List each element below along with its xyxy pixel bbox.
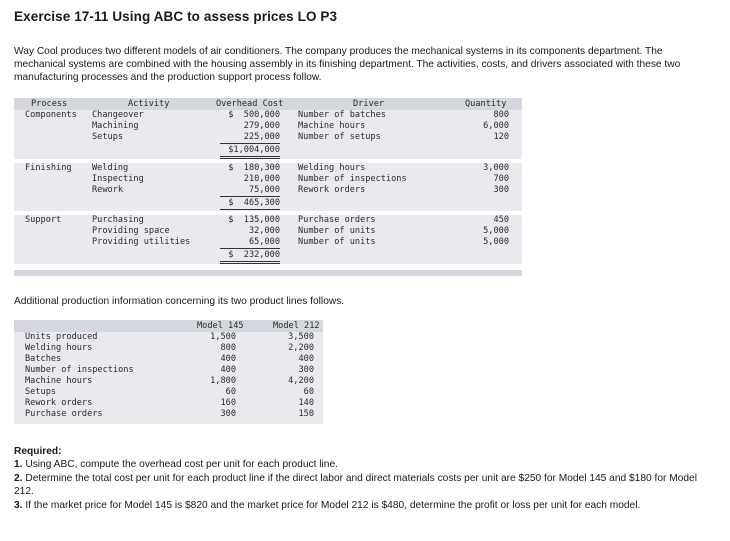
header-overhead-cost: Overhead Cost — [216, 99, 284, 109]
required-item-1 — [14, 458, 718, 471]
driver-label: Welding hours — [298, 163, 366, 173]
model-145-value: 300 — [220, 409, 236, 419]
driver-quantity: 5,000 — [483, 226, 509, 236]
item-number: 1. — [14, 459, 23, 471]
overhead-cost: $ 180,300 — [228, 163, 280, 173]
overhead-cost: $ 500,000 — [228, 110, 280, 120]
row-label: Rework orders — [25, 398, 93, 408]
process-label: Support — [25, 215, 62, 225]
driver-quantity: 120 — [493, 132, 509, 142]
activity-label: Welding — [92, 163, 129, 173]
driver-label: Number of setups — [298, 132, 381, 142]
driver-label: Rework orders — [298, 185, 366, 195]
model-212-value: 140 — [298, 398, 314, 408]
item-text: Using ABC, compute the overhead cost per unit for each product line. — [25, 459, 338, 471]
model-212-value: 400 — [298, 354, 314, 364]
required-heading: Required: — [14, 446, 62, 457]
process-total: $ 232,000 — [220, 250, 280, 264]
overhead-cost: 225,000 — [220, 132, 280, 144]
model-212-value: 2,200 — [288, 343, 314, 353]
overhead-cost: 75,000 — [220, 185, 280, 197]
overhead-cost: 65,000 — [220, 237, 280, 249]
model-145-value: 400 — [220, 365, 236, 375]
row-label: Number of inspections — [25, 365, 134, 375]
driver-label: Purchase orders — [298, 215, 376, 225]
process-total: $1,004,000 — [220, 145, 280, 159]
item-text: If the market price for Model 145 is $820 and the market price for Model 212 is $480, determine the profit or loss per unit for each model. — [25, 499, 641, 511]
driver-quantity: 450 — [493, 215, 509, 225]
activity-label: Rework — [92, 185, 124, 195]
overhead-cost: $ 135,000 — [228, 215, 280, 225]
overhead-cost: 279,000 — [243, 121, 280, 131]
driver-quantity: 6,000 — [483, 121, 509, 131]
driver-label: Number of batches — [298, 110, 386, 120]
model-212-value: 4,200 — [288, 376, 314, 386]
activity-label: Changeover — [92, 110, 144, 120]
activity-label: Providing utilities — [92, 237, 191, 247]
model-212-value: 300 — [298, 365, 314, 375]
driver-label: Number of units — [298, 226, 376, 236]
model-145-value: 400 — [220, 354, 236, 364]
row-label: Units produced — [25, 332, 98, 342]
activity-label: Machining — [92, 121, 139, 131]
model-145-value: 60 — [225, 387, 236, 397]
driver-label: Machine hours — [298, 121, 366, 131]
process-label: Finishing — [25, 163, 72, 173]
item-number: 3. — [14, 499, 23, 511]
header-quantity: Quantity — [465, 99, 507, 109]
process-total: $ 465,300 — [220, 198, 280, 212]
model-145-value: 160 — [220, 398, 236, 408]
product-info-table — [14, 320, 323, 424]
required-section — [14, 445, 718, 512]
overhead-cost: 32,000 — [248, 226, 280, 236]
item-text: Determine the total cost per unit for each product line if the direct labor and direct materials costs per unit are $250 for Model 145 and $180 for Model 212. — [14, 472, 697, 498]
activity-label: Inspecting — [92, 174, 144, 184]
model-145-value: 800 — [220, 343, 236, 353]
exercise-title: Exercise 17-11 Using ABC to assess prices LO P3 — [14, 9, 338, 24]
required-item-2 — [14, 472, 718, 499]
model-212-value: 3,500 — [288, 332, 314, 342]
header-model-145: Model 145 — [197, 321, 244, 331]
activity-label: Setups — [92, 132, 124, 142]
header-driver: Driver — [353, 99, 385, 109]
required-item-3 — [14, 499, 718, 512]
additional-info-text: Additional production information concerning its two product lines follows. — [14, 296, 345, 307]
header-model-212: Model 212 — [273, 321, 320, 331]
model-212-value: 60 — [303, 387, 314, 397]
driver-label: Number of inspections — [298, 174, 407, 184]
driver-quantity: 5,000 — [483, 237, 509, 247]
item-number: 2. — [14, 472, 23, 484]
row-label: Machine hours — [25, 376, 93, 386]
row-label: Setups — [25, 387, 57, 397]
driver-quantity: 700 — [493, 174, 509, 184]
activity-label: Providing space — [92, 226, 170, 236]
overhead-cost: 210,000 — [243, 174, 280, 184]
model-145-value: 1,500 — [210, 332, 236, 342]
row-label: Batches — [25, 354, 62, 364]
driver-label: Number of units — [298, 237, 376, 247]
driver-quantity: 300 — [493, 185, 509, 195]
model-212-value: 150 — [298, 409, 314, 419]
activity-label: Purchasing — [92, 215, 144, 225]
model-145-value: 1,800 — [210, 376, 236, 386]
process-label: Components — [25, 110, 77, 120]
driver-quantity: 800 — [493, 110, 509, 120]
header-activity: Activity — [128, 99, 170, 109]
table-footer-bar — [14, 270, 522, 276]
row-label: Welding hours — [25, 343, 93, 353]
intro-paragraph: Way Cool produces two different models of air conditioners. The company produces the mechanical systems in its components department. The mechanical systems are combined with the housing assembly in its finishing department. The activities, costs, and drivers associated with these two manufacturing processes and the production support process follow. — [14, 46, 681, 83]
driver-quantity: 3,000 — [483, 163, 509, 173]
row-label: Purchase orders — [25, 409, 103, 419]
activity-cost-table — [14, 98, 522, 276]
header-process: Process — [31, 99, 68, 109]
